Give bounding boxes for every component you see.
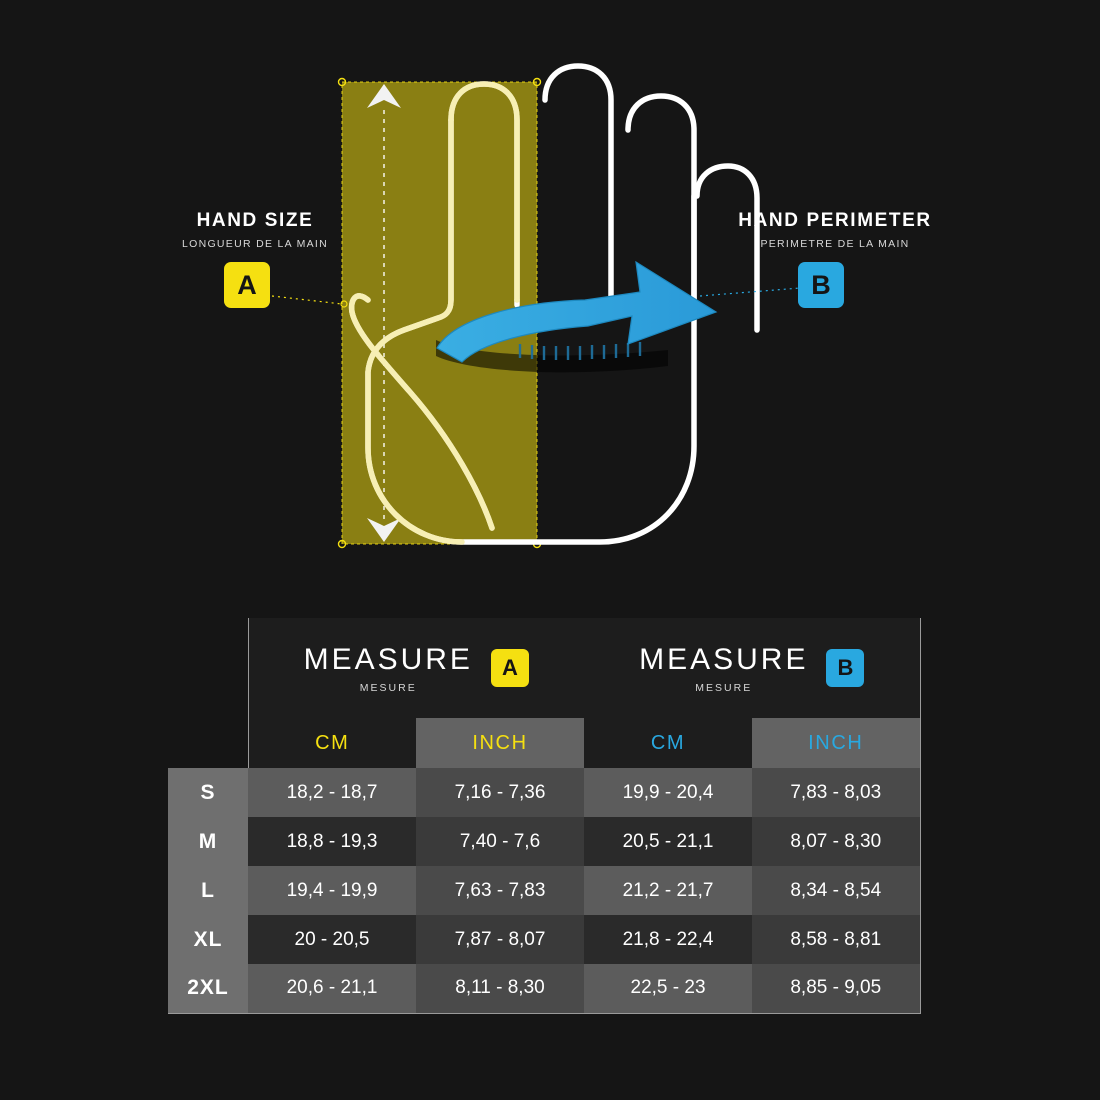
table-row [168,768,920,817]
cell-l-b-inch: 8,34 - 8,54 [752,866,920,915]
cell-xl-a-cm: 20 - 20,5 [248,915,416,964]
table-row [168,964,920,1013]
unit-b-cm: CM [584,718,752,768]
size-chart-table [168,618,921,1014]
label-hand-perimeter-subtitle: PERIMETRE DE LA MAIN [760,238,910,250]
header-measure-b-sub: MESURE [695,681,753,694]
row-size-s: S [168,768,248,817]
label-hand-size [140,210,370,250]
unit-a-inch: INCH [416,718,584,768]
row-size-2xl: 2XL [168,964,248,1013]
unit-a-cm: CM [248,718,416,768]
table-row [168,915,920,964]
cell-2xl-a-inch: 8,11 - 8,30 [416,964,584,1013]
cell-2xl-a-cm: 20,6 - 21,1 [248,964,416,1013]
header-measure-a-sub: MESURE [359,681,417,694]
label-hand-size-title: HAND SIZE [196,210,314,231]
cell-2xl-b-cm: 22,5 - 23 [584,964,752,1013]
cell-xl-b-cm: 21,8 - 22,4 [584,915,752,964]
unit-corner-cell [168,718,248,768]
header-badge-b: B [826,649,864,687]
label-hand-size-subtitle: LONGUEUR DE LA MAIN [181,238,329,250]
cell-s-a-cm: 18,2 - 18,7 [248,768,416,817]
cell-xl-b-inch: 8,58 - 8,81 [752,915,920,964]
cell-s-b-inch: 7,83 - 8,03 [752,768,920,817]
header-measure-a-word: MEASURE [303,642,473,676]
table-row [168,817,920,866]
row-size-xl: XL [168,915,248,964]
cell-s-a-inch: 7,16 - 7,36 [416,768,584,817]
row-size-m: M [168,817,248,866]
cell-m-a-inch: 7,40 - 7,6 [416,817,584,866]
cell-m-a-cm: 18,8 - 19,3 [248,817,416,866]
cell-l-b-cm: 21,2 - 21,7 [584,866,752,915]
table-row [168,866,920,915]
cell-xl-a-inch: 7,87 - 8,07 [416,915,584,964]
header-measure-a [248,618,584,718]
label-hand-perimeter [710,210,960,250]
table-header-measure-row [168,618,920,718]
cell-l-a-inch: 7,63 - 7,83 [416,866,584,915]
cell-s-b-cm: 19,9 - 20,4 [584,768,752,817]
cell-l-a-cm: 19,4 - 19,9 [248,866,416,915]
cell-2xl-b-inch: 8,85 - 9,05 [752,964,920,1013]
cell-m-b-inch: 8,07 - 8,30 [752,817,920,866]
badge-b: B [798,262,844,308]
badge-a: A [224,262,270,308]
label-hand-perimeter-title: HAND PERIMETER [738,210,932,231]
header-measure-b [584,618,920,718]
table-corner-cell [168,618,248,718]
table-header-unit-row [168,718,920,768]
cell-m-b-cm: 20,5 - 21,1 [584,817,752,866]
row-size-l: L [168,866,248,915]
header-badge-a: A [491,649,529,687]
unit-b-inch: INCH [752,718,920,768]
header-measure-b-word: MEASURE [639,642,809,676]
size-chart-table-wrapper [168,618,920,1014]
